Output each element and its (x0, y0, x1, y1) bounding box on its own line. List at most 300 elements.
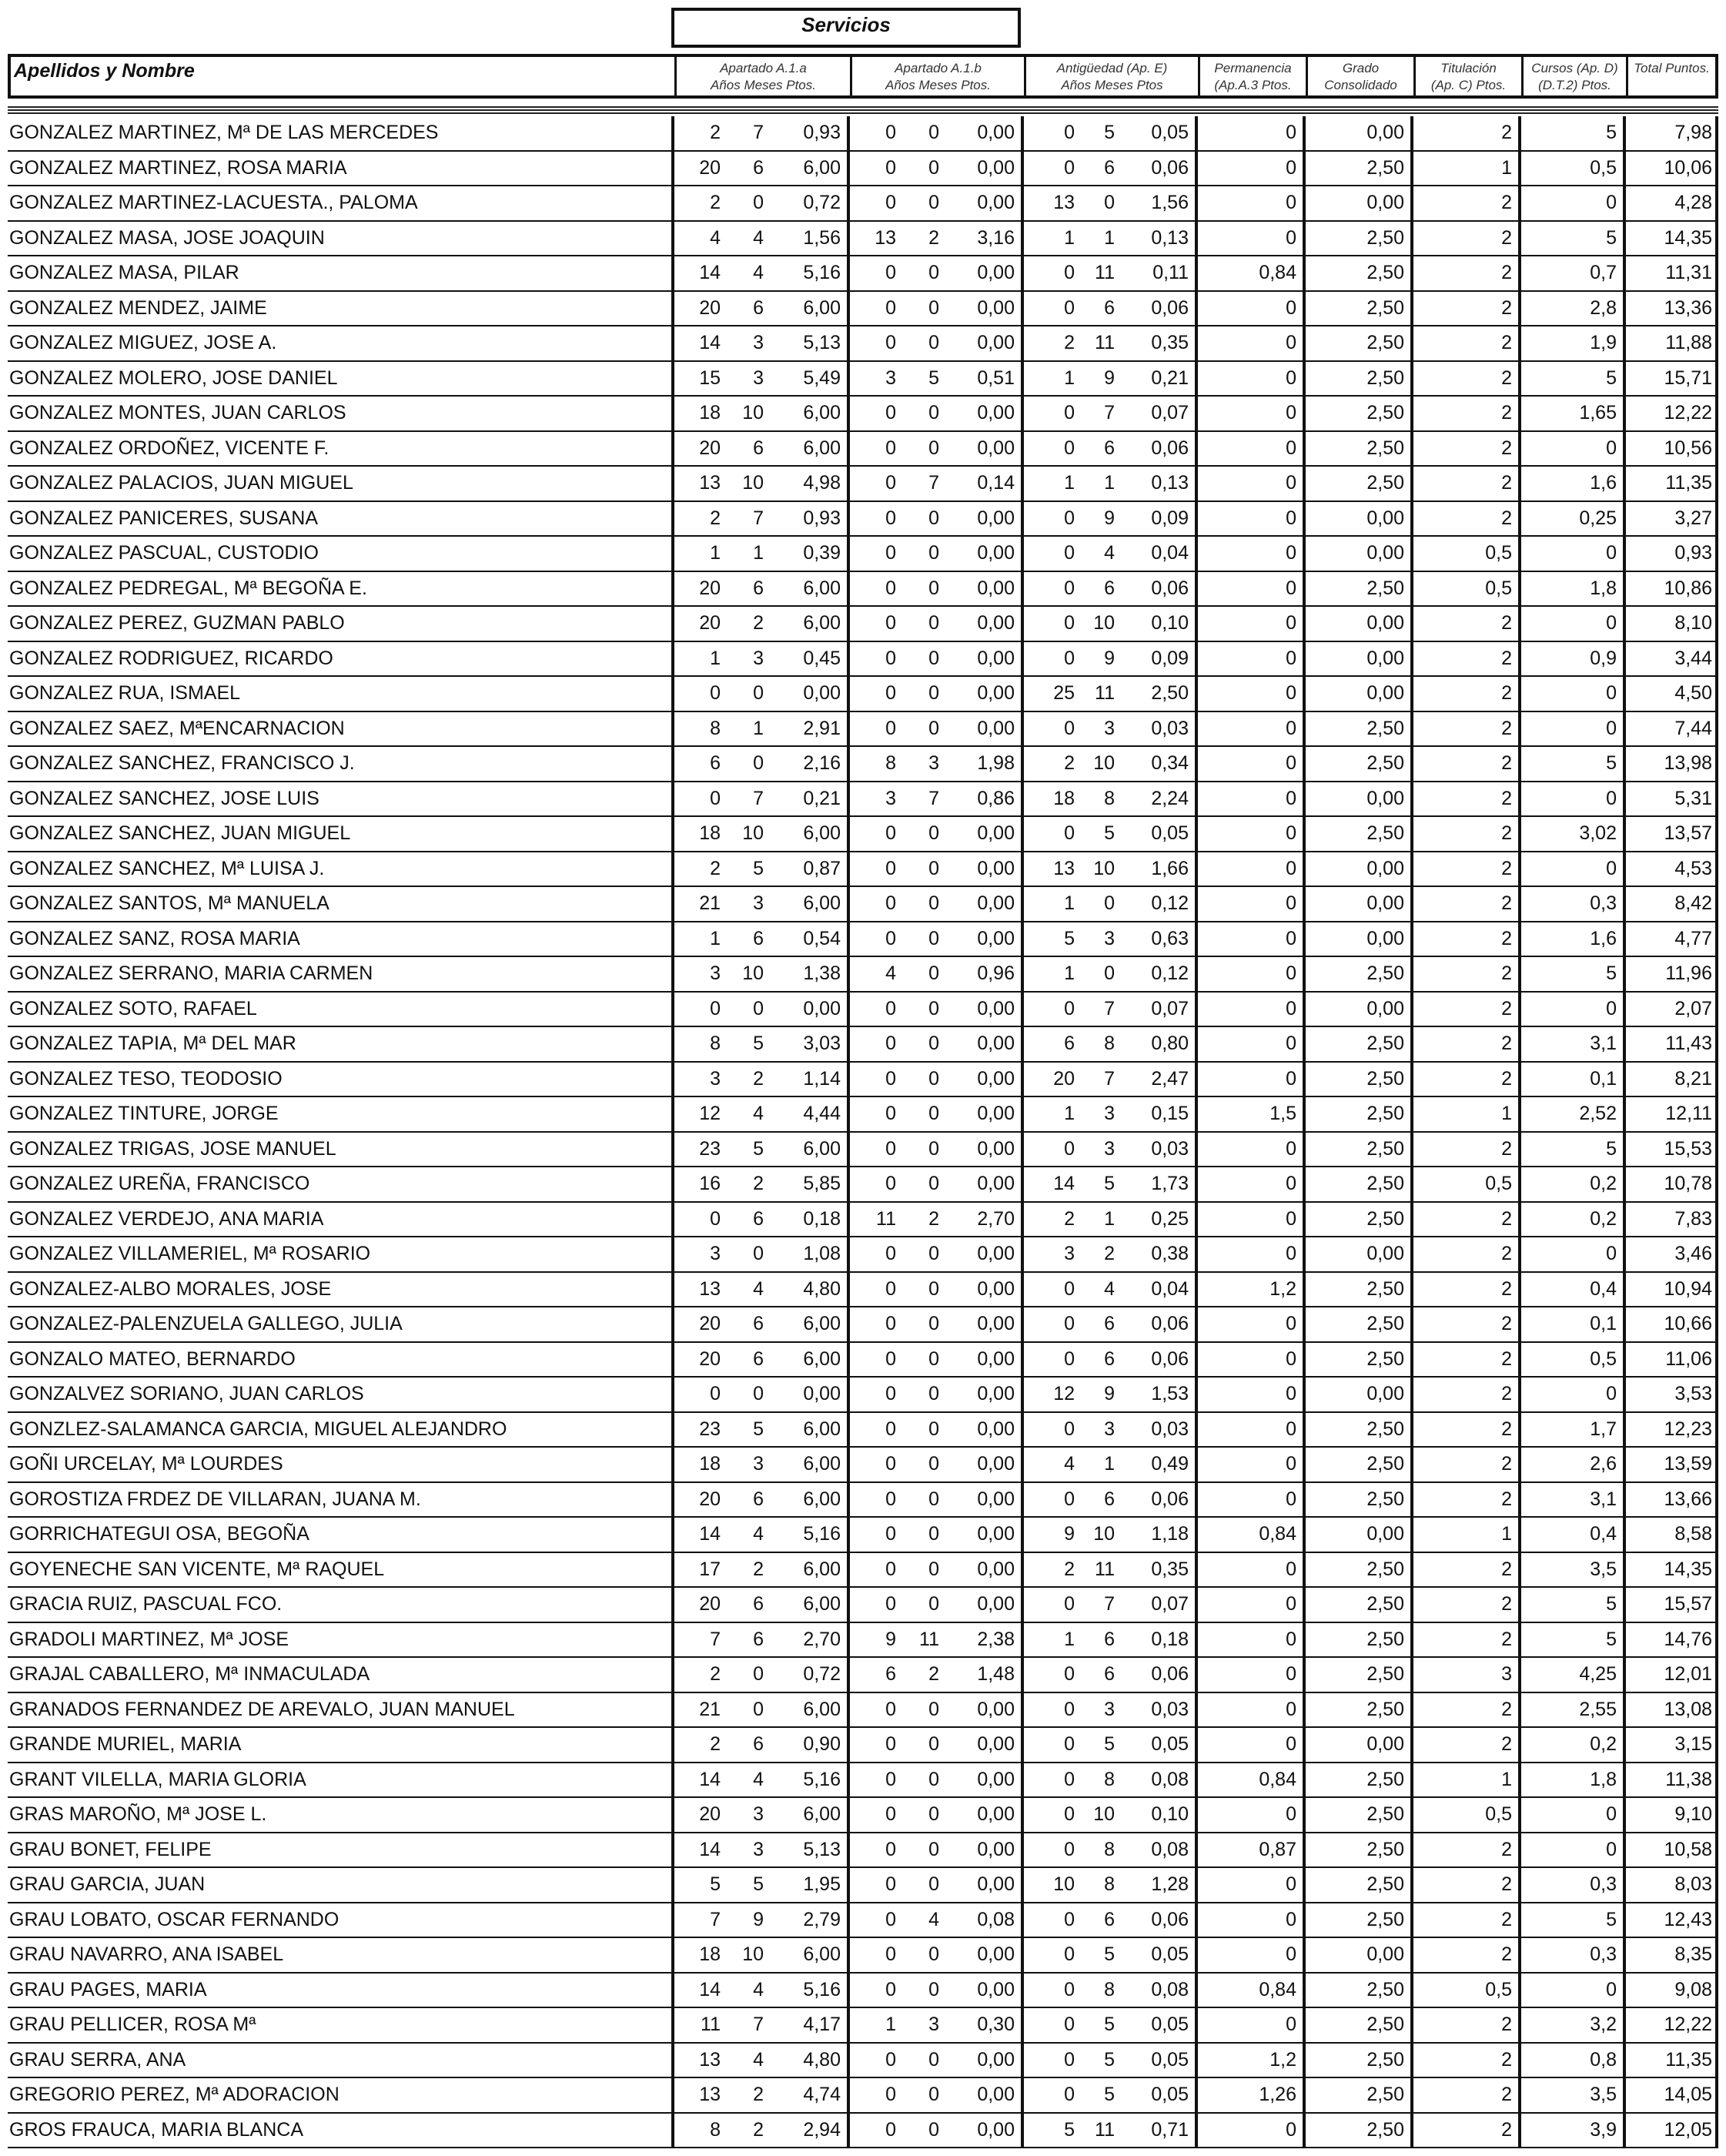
a1a-anos-cell: 8 (710, 1033, 721, 1054)
titulacion-cell: 2 (1501, 752, 1512, 774)
antig-meses-cell: 6 (1104, 1313, 1115, 1334)
antig-ptos-cell: 0,71 (1151, 2118, 1189, 2141)
table-row (8, 1728, 1718, 1763)
table-row (8, 1588, 1718, 1623)
antig-anos-cell: 1 (1064, 1628, 1075, 1650)
cursos-cell: 0,9 (1590, 647, 1617, 669)
table-row (8, 1483, 1718, 1518)
cursos-cell: 0 (1606, 1383, 1617, 1404)
name-cell: GONZALEZ MENDEZ, JAIME (9, 296, 267, 319)
name-cell: GONZALEZ TESO, TEODOSIO (9, 1067, 283, 1090)
name-cell: GONZALEZ RUA, ISMAEL (9, 682, 241, 704)
antig-meses-cell: 4 (1104, 1277, 1115, 1300)
permanencia-cell: 0 (1286, 892, 1296, 914)
table-row (8, 362, 1718, 397)
grado-cell: 2,50 (1366, 262, 1404, 283)
antig-ptos-cell: 0,06 (1151, 296, 1189, 319)
total-cell: 12,22 (1664, 402, 1712, 424)
antig-meses-cell: 5 (1104, 2084, 1115, 2105)
permanencia-cell: 0,84 (1259, 262, 1296, 283)
name-cell: GONZALEZ-ALBO MORALES, JOSE (9, 1277, 332, 1300)
a1a-anos-cell: 7 (710, 1628, 721, 1650)
total-cell: 11,88 (1665, 332, 1712, 353)
grado-cell: 0,00 (1366, 122, 1404, 143)
antig-ptos-cell: 0,18 (1151, 1628, 1189, 1650)
antig-meses-cell: 1 (1104, 472, 1115, 494)
header-label: Titulación (1440, 61, 1497, 75)
permanencia-cell: 0 (1286, 1137, 1296, 1160)
antig-meses-cell: 9 (1104, 507, 1115, 529)
titulacion-cell: 2 (1501, 1383, 1512, 1404)
cursos-cell: 5 (1606, 1137, 1617, 1160)
table-row (8, 152, 1718, 187)
total-cell: 10,58 (1664, 1838, 1712, 1860)
antig-meses-cell: 10 (1093, 612, 1115, 634)
name-cell: GONZALEZ ORDOÑEZ, VICENTE F. (9, 437, 329, 459)
titulacion-cell: 2 (1501, 2048, 1512, 2071)
titulacion-cell: 2 (1501, 612, 1512, 634)
cursos-cell: 0 (1606, 612, 1617, 634)
a1b-ptos-cell: 0,00 (977, 1277, 1015, 1300)
a1b-ptos-cell: 0,00 (977, 1243, 1015, 1264)
titulacion-cell: 2 (1501, 402, 1512, 424)
a1a-anos-cell: 8 (710, 717, 721, 739)
a1a-anos-cell: 13 (699, 2048, 721, 2071)
a1a-anos-cell: 0 (710, 997, 721, 1019)
permanencia-cell: 0 (1286, 682, 1296, 704)
antig-ptos-cell: 0,09 (1151, 507, 1189, 529)
a1b-meses-cell: 0 (928, 1978, 939, 2000)
antig-meses-cell: 0 (1104, 962, 1115, 984)
a1a-ptos-cell: 6,00 (803, 612, 841, 634)
table-row (8, 2114, 1718, 2149)
antig-ptos-cell: 0,07 (1151, 997, 1189, 1019)
a1b-anos-cell: 0 (885, 332, 896, 353)
cursos-cell: 5 (1606, 226, 1617, 249)
permanencia-cell: 0 (1286, 752, 1296, 774)
a1b-anos-cell: 0 (885, 1768, 896, 1790)
a1b-anos-cell: 0 (885, 1277, 896, 1300)
titulacion-cell: 0,5 (1485, 542, 1512, 564)
header-label: Cursos (Ap. D) (1531, 61, 1618, 75)
name-cell: GRAU SERRA, ANA (9, 2048, 186, 2071)
a1b-ptos-cell: 0,00 (977, 1873, 1015, 1895)
a1a-meses-cell: 3 (753, 1838, 764, 1860)
permanencia-cell: 0 (1286, 1243, 1296, 1264)
titulacion-cell: 2 (1501, 857, 1512, 879)
total-cell: 3,27 (1674, 507, 1712, 529)
a1a-ptos-cell: 6,00 (803, 437, 841, 459)
a1a-anos-cell: 7 (710, 1908, 721, 1930)
permanencia-cell: 0 (1286, 1593, 1296, 1615)
a1a-ptos-cell: 4,98 (803, 472, 841, 494)
titulacion-cell: 2 (1501, 192, 1512, 213)
a1a-anos-cell: 20 (699, 1593, 721, 1615)
permanencia-cell: 0 (1286, 1803, 1296, 1825)
total-cell: 12,23 (1664, 1418, 1712, 1440)
a1b-meses-cell: 0 (928, 1313, 939, 1334)
a1a-anos-cell: 20 (699, 577, 721, 599)
table-row (8, 292, 1718, 327)
a1a-anos-cell: 14 (699, 1523, 721, 1545)
grado-cell: 2,50 (1366, 2048, 1404, 2071)
antig-anos-cell: 9 (1064, 1523, 1075, 1545)
a1a-meses-cell: 3 (753, 892, 764, 914)
antig-anos-cell: 0 (1064, 1838, 1075, 1860)
antig-meses-cell: 10 (1093, 1523, 1115, 1545)
a1b-ptos-cell: 0,00 (977, 437, 1015, 459)
table-row (8, 1448, 1718, 1483)
a1b-anos-cell: 0 (885, 296, 896, 319)
titulacion-cell: 2 (1501, 437, 1512, 459)
a1a-anos-cell: 20 (699, 437, 721, 459)
total-cell: 7,98 (1674, 122, 1712, 143)
permanencia-cell: 0 (1286, 1663, 1296, 1685)
a1b-ptos-cell: 0,51 (977, 367, 1015, 389)
name-cell: GRACIA RUIZ, PASCUAL FCO. (9, 1593, 283, 1615)
a1a-meses-cell: 6 (753, 296, 764, 319)
a1a-ptos-cell: 6,00 (803, 1943, 841, 1965)
header-sublabel: Años Meses Ptos (1061, 78, 1163, 92)
titulacion-cell: 2 (1501, 122, 1512, 143)
cursos-cell: 3,9 (1590, 2118, 1617, 2141)
a1a-anos-cell: 2 (710, 857, 721, 879)
grado-cell: 2,50 (1366, 577, 1404, 599)
header-label: Total Puntos. (1634, 61, 1710, 75)
antig-ptos-cell: 0,05 (1151, 122, 1189, 143)
titulacion-cell: 2 (1501, 647, 1512, 669)
table-row (8, 2044, 1718, 2079)
table-row (8, 1378, 1718, 1413)
a1a-meses-cell: 6 (753, 156, 764, 179)
cursos-cell: 1,6 (1590, 472, 1617, 494)
antig-anos-cell: 0 (1064, 1313, 1075, 1334)
a1a-meses-cell: 6 (753, 1628, 764, 1650)
a1b-meses-cell: 0 (928, 1383, 939, 1404)
antig-meses-cell: 9 (1104, 1383, 1115, 1404)
antig-meses-cell: 7 (1104, 402, 1115, 424)
total-cell: 8,58 (1674, 1523, 1712, 1545)
titulacion-cell: 0,5 (1485, 1978, 1512, 2000)
name-column-header: Apellidos y Nombre (14, 60, 195, 82)
antig-ptos-cell: 0,11 (1152, 262, 1189, 283)
data-table (8, 116, 1718, 2148)
a1b-ptos-cell: 0,00 (977, 857, 1015, 879)
a1a-ptos-cell: 0,93 (803, 122, 841, 143)
header-sublabel: Años Meses Ptos. (710, 78, 816, 92)
a1a-ptos-cell: 1,38 (803, 962, 841, 984)
a1a-ptos-cell: 0,00 (803, 682, 841, 704)
a1a-ptos-cell: 6,00 (803, 1803, 841, 1825)
total-cell: 3,53 (1674, 1383, 1712, 1404)
permanencia-cell: 0 (1286, 1558, 1296, 1580)
permanencia-cell: 0 (1286, 1628, 1296, 1650)
total-cell: 15,71 (1664, 367, 1712, 389)
a1b-meses-cell: 7 (928, 787, 939, 809)
a1a-ptos-cell: 6,00 (803, 1418, 841, 1440)
antig-ptos-cell: 0,06 (1151, 1908, 1189, 1930)
name-cell: GONZALEZ MARTINEZ, Mª DE LAS MERCEDES (9, 122, 439, 143)
table-row (8, 957, 1718, 993)
a1b-meses-cell: 0 (928, 1873, 939, 1895)
grado-cell: 2,50 (1366, 2118, 1404, 2141)
a1a-ptos-cell: 0,93 (803, 507, 841, 529)
a1b-meses-cell: 3 (928, 2014, 939, 2035)
total-cell: 11,35 (1665, 2048, 1712, 2071)
a1b-anos-cell: 0 (885, 612, 896, 634)
a1b-anos-cell: 0 (885, 857, 896, 879)
grado-cell: 2,50 (1366, 1277, 1404, 1300)
name-cell: GONZALEZ TAPIA, Mª DEL MAR (9, 1033, 296, 1054)
a1b-ptos-cell: 0,00 (977, 1593, 1015, 1615)
a1a-anos-cell: 16 (699, 1173, 721, 1194)
antig-meses-cell: 10 (1093, 1803, 1115, 1825)
a1b-ptos-cell: 0,00 (977, 1488, 1015, 1510)
a1b-anos-cell: 0 (885, 1943, 896, 1965)
permanencia-cell: 0 (1286, 577, 1296, 599)
antig-meses-cell: 6 (1104, 1663, 1115, 1685)
a1b-ptos-cell: 0,00 (977, 1803, 1015, 1825)
antig-meses-cell: 10 (1093, 857, 1115, 879)
a1b-meses-cell: 0 (928, 1558, 939, 1580)
antig-anos-cell: 0 (1064, 402, 1075, 424)
permanencia-cell: 0 (1286, 857, 1296, 879)
a1a-ptos-cell: 5,85 (803, 1173, 841, 1194)
a1b-meses-cell: 0 (928, 1418, 939, 1440)
grado-cell: 2,50 (1366, 332, 1404, 353)
permanencia-cell: 0 (1286, 822, 1296, 844)
a1a-ptos-cell: 5,13 (803, 1838, 841, 1860)
a1a-meses-cell: 7 (753, 507, 764, 529)
table-row (8, 537, 1718, 572)
cursos-cell: 5 (1606, 367, 1617, 389)
titulacion-cell: 2 (1501, 1943, 1512, 1965)
header-label: Grado (1342, 61, 1380, 75)
a1b-meses-cell: 0 (928, 577, 939, 599)
antig-anos-cell: 1 (1064, 226, 1075, 249)
cursos-cell: 0 (1606, 1803, 1617, 1825)
a1b-anos-cell: 0 (885, 192, 896, 213)
a1a-anos-cell: 20 (699, 1488, 721, 1510)
a1b-meses-cell: 0 (928, 192, 939, 213)
table-row (8, 222, 1718, 257)
table-row (8, 2078, 1718, 2114)
antig-ptos-cell: 1,28 (1151, 1873, 1189, 1895)
titulacion-cell: 2 (1501, 682, 1512, 704)
a1a-ptos-cell: 0,90 (803, 1733, 841, 1755)
a1a-ptos-cell: 0,00 (803, 1383, 841, 1404)
antig-ptos-cell: 0,05 (1151, 1943, 1189, 1965)
a1b-ptos-cell: 0,00 (977, 1348, 1015, 1370)
titulacion-cell: 2 (1501, 367, 1512, 389)
a1a-anos-cell: 5 (710, 1873, 721, 1895)
name-cell: GOYENECHE SAN VICENTE, Mª RAQUEL (9, 1558, 385, 1580)
antig-meses-cell: 3 (1104, 1137, 1115, 1160)
a1b-ptos-cell: 0,00 (977, 682, 1015, 704)
total-cell: 4,77 (1674, 927, 1712, 949)
permanencia-cell: 0 (1286, 1383, 1296, 1404)
antig-anos-cell: 5 (1064, 2118, 1075, 2141)
cursos-cell: 4,25 (1579, 1663, 1617, 1685)
total-cell: 11,06 (1665, 1348, 1712, 1370)
cursos-cell: 0,1 (1590, 1313, 1617, 1334)
antig-ptos-cell: 0,09 (1151, 647, 1189, 669)
table-row (8, 186, 1718, 222)
name-cell: GONZALEZ SANZ, ROSA MARIA (9, 927, 300, 949)
table-row (8, 1167, 1718, 1203)
a1b-meses-cell: 0 (928, 2084, 939, 2105)
total-cell: 15,57 (1664, 1593, 1712, 1615)
a1b-meses-cell: 0 (928, 542, 939, 564)
a1a-meses-cell: 10 (742, 962, 764, 984)
total-cell: 11,43 (1665, 1033, 1712, 1054)
a1b-anos-cell: 0 (885, 122, 896, 143)
table-row (8, 887, 1718, 922)
antig-ptos-cell: 0,06 (1151, 1663, 1189, 1685)
a1b-meses-cell: 0 (928, 682, 939, 704)
titulacion-cell: 2 (1501, 296, 1512, 319)
antig-anos-cell: 13 (1053, 857, 1075, 879)
antig-anos-cell: 1 (1064, 962, 1075, 984)
a1b-anos-cell: 0 (885, 577, 896, 599)
antig-meses-cell: 3 (1104, 1698, 1115, 1720)
a1b-meses-cell: 0 (928, 1943, 939, 1965)
a1a-anos-cell: 0 (710, 1383, 721, 1404)
a1a-anos-cell: 4 (710, 226, 721, 249)
titulacion-cell: 2 (1501, 892, 1512, 914)
antig-anos-cell: 0 (1064, 122, 1075, 143)
name-cell: GRANADOS FERNANDEZ DE AREVALO, JUAN MANUEL (9, 1698, 515, 1720)
a1b-ptos-cell: 0,00 (977, 1173, 1015, 1194)
a1b-anos-cell: 0 (885, 402, 896, 424)
a1a-ptos-cell: 2,91 (803, 717, 841, 739)
a1a-meses-cell: 3 (753, 332, 764, 353)
a1a-meses-cell: 6 (753, 1593, 764, 1615)
permanencia-cell: 0 (1286, 997, 1296, 1019)
a1b-ptos-cell: 0,00 (977, 1033, 1015, 1054)
grado-cell: 2,50 (1366, 1908, 1404, 1930)
a1a-ptos-cell: 5,16 (803, 262, 841, 283)
cursos-cell: 3,2 (1590, 2014, 1617, 2035)
a1a-meses-cell: 10 (742, 822, 764, 844)
a1b-anos-cell: 0 (885, 892, 896, 914)
cursos-cell: 0 (1606, 682, 1617, 704)
grado-cell: 0,00 (1366, 507, 1404, 529)
titulacion-cell: 1 (1501, 1103, 1512, 1124)
antig-meses-cell: 0 (1104, 192, 1115, 213)
antig-ptos-cell: 1,73 (1151, 1173, 1189, 1194)
a1b-anos-cell: 0 (885, 1908, 896, 1930)
a1b-ptos-cell: 0,00 (977, 192, 1015, 213)
antig-ptos-cell: 0,05 (1151, 2014, 1189, 2035)
table-row (8, 782, 1718, 818)
total-cell: 12,11 (1665, 1103, 1712, 1124)
a1b-ptos-cell: 0,00 (977, 1838, 1015, 1860)
a1a-meses-cell: 5 (753, 857, 764, 879)
a1b-ptos-cell: 0,00 (977, 927, 1015, 949)
a1b-anos-cell: 0 (885, 822, 896, 844)
a1a-anos-cell: 20 (699, 1803, 721, 1825)
a1a-ptos-cell: 5,16 (803, 1523, 841, 1545)
table-row (8, 1307, 1718, 1343)
a1a-meses-cell: 3 (753, 367, 764, 389)
a1b-anos-cell: 0 (885, 717, 896, 739)
titulacion-cell: 2 (1501, 997, 1512, 1019)
a1b-anos-cell: 0 (885, 262, 896, 283)
antig-anos-cell: 2 (1064, 1558, 1075, 1580)
a1b-anos-cell: 0 (885, 2118, 896, 2141)
table-row (8, 852, 1718, 888)
titulacion-cell: 2 (1501, 1908, 1512, 1930)
permanencia-cell: 0 (1286, 1453, 1296, 1475)
cursos-cell: 3,5 (1590, 2084, 1617, 2105)
a1b-anos-cell: 0 (885, 1383, 896, 1404)
cursos-cell: 0 (1606, 787, 1617, 809)
a1a-ptos-cell: 5,16 (803, 1978, 841, 2000)
grado-cell: 2,50 (1366, 717, 1404, 739)
antig-ptos-cell: 0,05 (1151, 2048, 1189, 2071)
a1a-ptos-cell: 3,03 (803, 1033, 841, 1054)
a1b-meses-cell: 0 (928, 1593, 939, 1615)
permanencia-cell: 0 (1286, 1313, 1296, 1334)
a1a-meses-cell: 4 (753, 262, 764, 283)
antig-anos-cell: 2 (1064, 332, 1075, 353)
a1a-meses-cell: 6 (753, 1488, 764, 1510)
antig-meses-cell: 6 (1104, 1628, 1115, 1650)
antig-anos-cell: 0 (1064, 1137, 1075, 1160)
antig-meses-cell: 8 (1104, 1873, 1115, 1895)
a1b-anos-cell: 1 (885, 2014, 896, 2035)
total-cell: 7,44 (1674, 717, 1712, 739)
cursos-cell: 0 (1606, 997, 1617, 1019)
table-row (8, 817, 1718, 852)
name-cell: GONZALEZ MARTINEZ, ROSA MARIA (9, 156, 347, 179)
antig-meses-cell: 1 (1104, 1453, 1115, 1475)
antig-anos-cell: 0 (1064, 717, 1075, 739)
antig-ptos-cell: 0,05 (1151, 822, 1189, 844)
a1a-meses-cell: 9 (753, 1908, 764, 1930)
antig-anos-cell: 5 (1064, 927, 1075, 949)
permanencia-cell: 0 (1286, 787, 1296, 809)
total-cell: 14,35 (1664, 226, 1712, 249)
titulacion-cell: 2 (1501, 1348, 1512, 1370)
a1a-anos-cell: 3 (710, 962, 721, 984)
a1a-ptos-cell: 1,56 (803, 226, 841, 249)
grado-cell: 2,50 (1366, 226, 1404, 249)
grado-cell: 0,00 (1366, 1943, 1404, 1965)
antig-anos-cell: 0 (1064, 1663, 1075, 1685)
antig-meses-cell: 3 (1104, 1103, 1115, 1124)
a1a-ptos-cell: 2,79 (803, 1908, 841, 1930)
total-cell: 8,21 (1674, 1067, 1712, 1090)
cursos-cell: 0,1 (1590, 1067, 1617, 1090)
a1b-anos-cell: 11 (876, 1207, 896, 1230)
a1b-ptos-cell: 0,86 (977, 787, 1015, 809)
antig-meses-cell: 6 (1104, 437, 1115, 459)
table-row (8, 1938, 1718, 1974)
a1b-ptos-cell: 0,00 (977, 1067, 1015, 1090)
header-total (1626, 57, 1715, 95)
a1a-anos-cell: 20 (699, 1313, 721, 1334)
grado-cell: 2,50 (1366, 1593, 1404, 1615)
a1b-meses-cell: 0 (928, 1277, 939, 1300)
antig-anos-cell: 0 (1064, 2048, 1075, 2071)
titulacion-cell: 0,5 (1485, 1173, 1512, 1194)
a1b-ptos-cell: 0,14 (977, 472, 1015, 494)
permanencia-cell: 0 (1286, 192, 1296, 213)
a1b-ptos-cell: 0,00 (977, 822, 1015, 844)
a1b-meses-cell: 4 (928, 1908, 939, 1930)
